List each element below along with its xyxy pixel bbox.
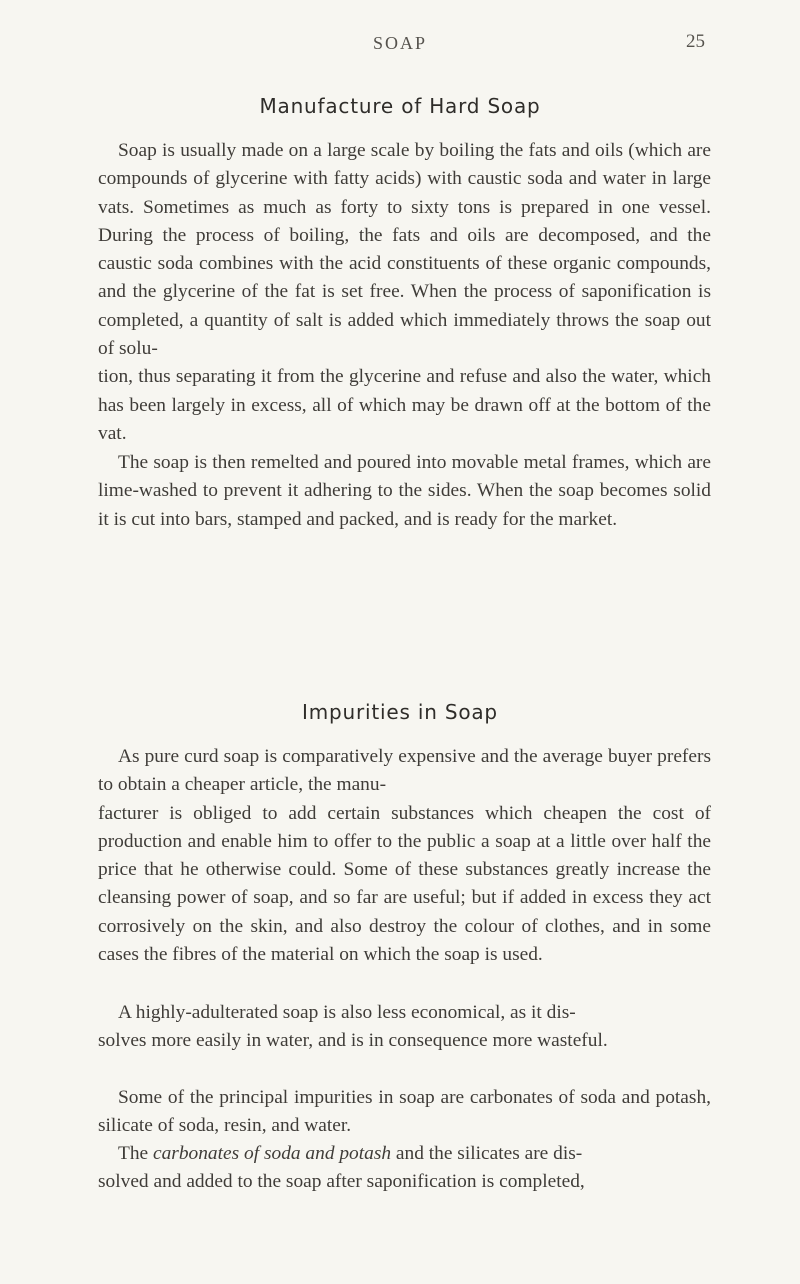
paragraph: A highly-adulterated soap is also less economical, as it dis- solves more easily in water, and is in consequence more wasteful. bbox=[98, 1002, 608, 1052]
italic-term: carbonates of soda and potash bbox=[153, 1143, 392, 1164]
running-head: SOAP bbox=[372, 33, 428, 53]
text-lead: The bbox=[118, 1143, 153, 1164]
paragraph: As pure curd soap is comparatively expensive and the average buyer prefers to obtain a cheaper article, the manu- facturer is obliged to add certain substances which cheapen the cost of production and enable him to offer to the public a soap at a little over half the price that he otherwise could. Some of these substances greatly increase the cleansing power of soap, and so far are useful; but if added in excess they act corrosively on the skin, and also destroy the colour of clothes, and in some cases the fibres of the material on which the soap is used. bbox=[98, 746, 711, 966]
section-heading-manufacture: Manufacture of Hard Soap bbox=[259, 94, 541, 118]
paragraph: Soap is usually made on a large scale by boiling the fats and oils (which are compounds of glycerine with fatty acids) with caustic soda and water in large vats. Sometimes as much as forty to sixty tons is prepared in one vessel. During the process of boiling, the fats and oils are decomposed, and the caustic soda combines with the acid constituents of these organic compounds, and the glycerine of the fat is set free. When the process of saponification is completed, a quantity of salt is added which immediately throws the soap out of solu- tion, thus separating it from the glycerine and refuse and also the water, which has been largely in excess, all of which may be drawn off at the bottom of the vat. bbox=[98, 140, 711, 444]
paragraph bbox=[98, 1140, 711, 1197]
section-heading-impurities: Impurities in Soap bbox=[302, 700, 498, 724]
page-number: 25 bbox=[686, 31, 705, 52]
text-rest: and the silicates are dis- solved and added to the soap after saponification is completed, bbox=[98, 1143, 585, 1193]
paragraph: Some of the principal impurities in soap are carbonates of soda and potash, silicate of soda, resin, and water. bbox=[98, 1087, 711, 1137]
paragraph: The soap is then remelted and poured into movable metal frames, which are lime-washed to prevent it adhering to the sides. When the soap becomes solid it is cut into bars, stamped and packed, and is ready for the market. bbox=[98, 452, 711, 530]
